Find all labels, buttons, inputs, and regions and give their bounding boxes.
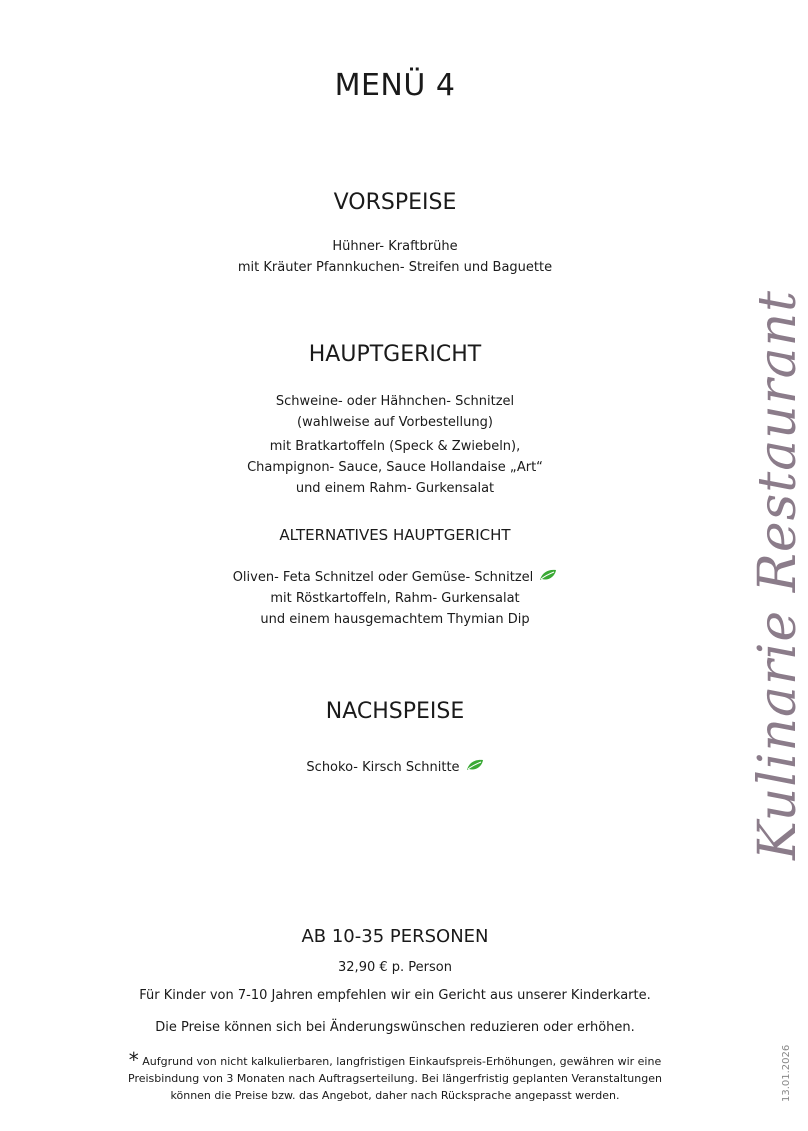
main-line: mit Bratkartoffeln (Speck & Zwiebeln), (269, 439, 521, 454)
brand-script: Kulinarie Restaurant (748, 290, 808, 860)
main-heading: HAUPTGERICHT (308, 342, 482, 367)
starter-description (0, 236, 790, 278)
main-description-b (0, 436, 790, 499)
footnote-line (0, 1048, 790, 1072)
footnote-mark: * (128, 1048, 139, 1072)
alternative-line: Oliven- Feta Schnitzel oder Gemüse- Schnitzel (232, 570, 534, 585)
main-line: Schweine- oder Hähnchen- Schnitzel (275, 394, 515, 409)
kids-note: Für Kinder von 7-10 Jahren empfehlen wir ein Gericht aus unserer Kinderkarte. (139, 988, 651, 1003)
main-line: Champignon- Sauce, Sauce Hollandaise „Art“ (247, 460, 543, 475)
main-line: und einem Rahm- Gurkensalat (295, 481, 495, 496)
footnote (0, 1048, 790, 1104)
alternative-line: mit Röstkartoffeln, Rahm- Gurkensalat (270, 591, 520, 606)
menu-title: MENÜ 4 (334, 68, 456, 103)
pricing-heading: AB 10-35 PERSONEN (301, 926, 489, 947)
price-change-note: Die Preise können sich bei Änderungswünschen reduzieren oder erhöhen. (155, 1020, 635, 1035)
starter-heading: VORSPEISE (333, 190, 457, 215)
alternative-description (0, 567, 790, 630)
leaf-icon (466, 757, 484, 778)
footnote-line: Preisbindung von 3 Monaten nach Auftragserteilung. Bei längerfristig geplanten Veranstaltungen (128, 1072, 662, 1085)
footnote-line: können die Preise bzw. das Angebot, daher nach Rücksprache angepasst werden. (170, 1089, 620, 1102)
price: 32,90 € p. Person (338, 960, 452, 975)
alternative-line-with-icon (0, 567, 790, 588)
dessert-line: Schoko- Kirsch Schnitte (306, 760, 460, 775)
main-description-a (0, 391, 790, 433)
dessert-heading: NACHSPEISE (325, 699, 465, 724)
alternative-line: und einem hausgemachtem Thymian Dip (260, 612, 530, 627)
leaf-icon (539, 567, 557, 588)
footnote-text: Aufgrund von nicht kalkulierbaren, langfristigen Einkaufspreis-Erhöhungen, gewähren wir eine (142, 1055, 662, 1068)
starter-line: mit Kräuter Pfannkuchen- Streifen und Baguette (237, 260, 553, 275)
dessert-description (0, 757, 790, 778)
date-stamp: 13.01.2026 (781, 1044, 792, 1102)
alternative-heading: ALTERNATIVES HAUPTGERICHT (279, 526, 511, 544)
main-line: (wahlweise auf Vorbestellung) (297, 415, 493, 430)
starter-line: Hühner- Kraftbrühe (332, 239, 458, 254)
